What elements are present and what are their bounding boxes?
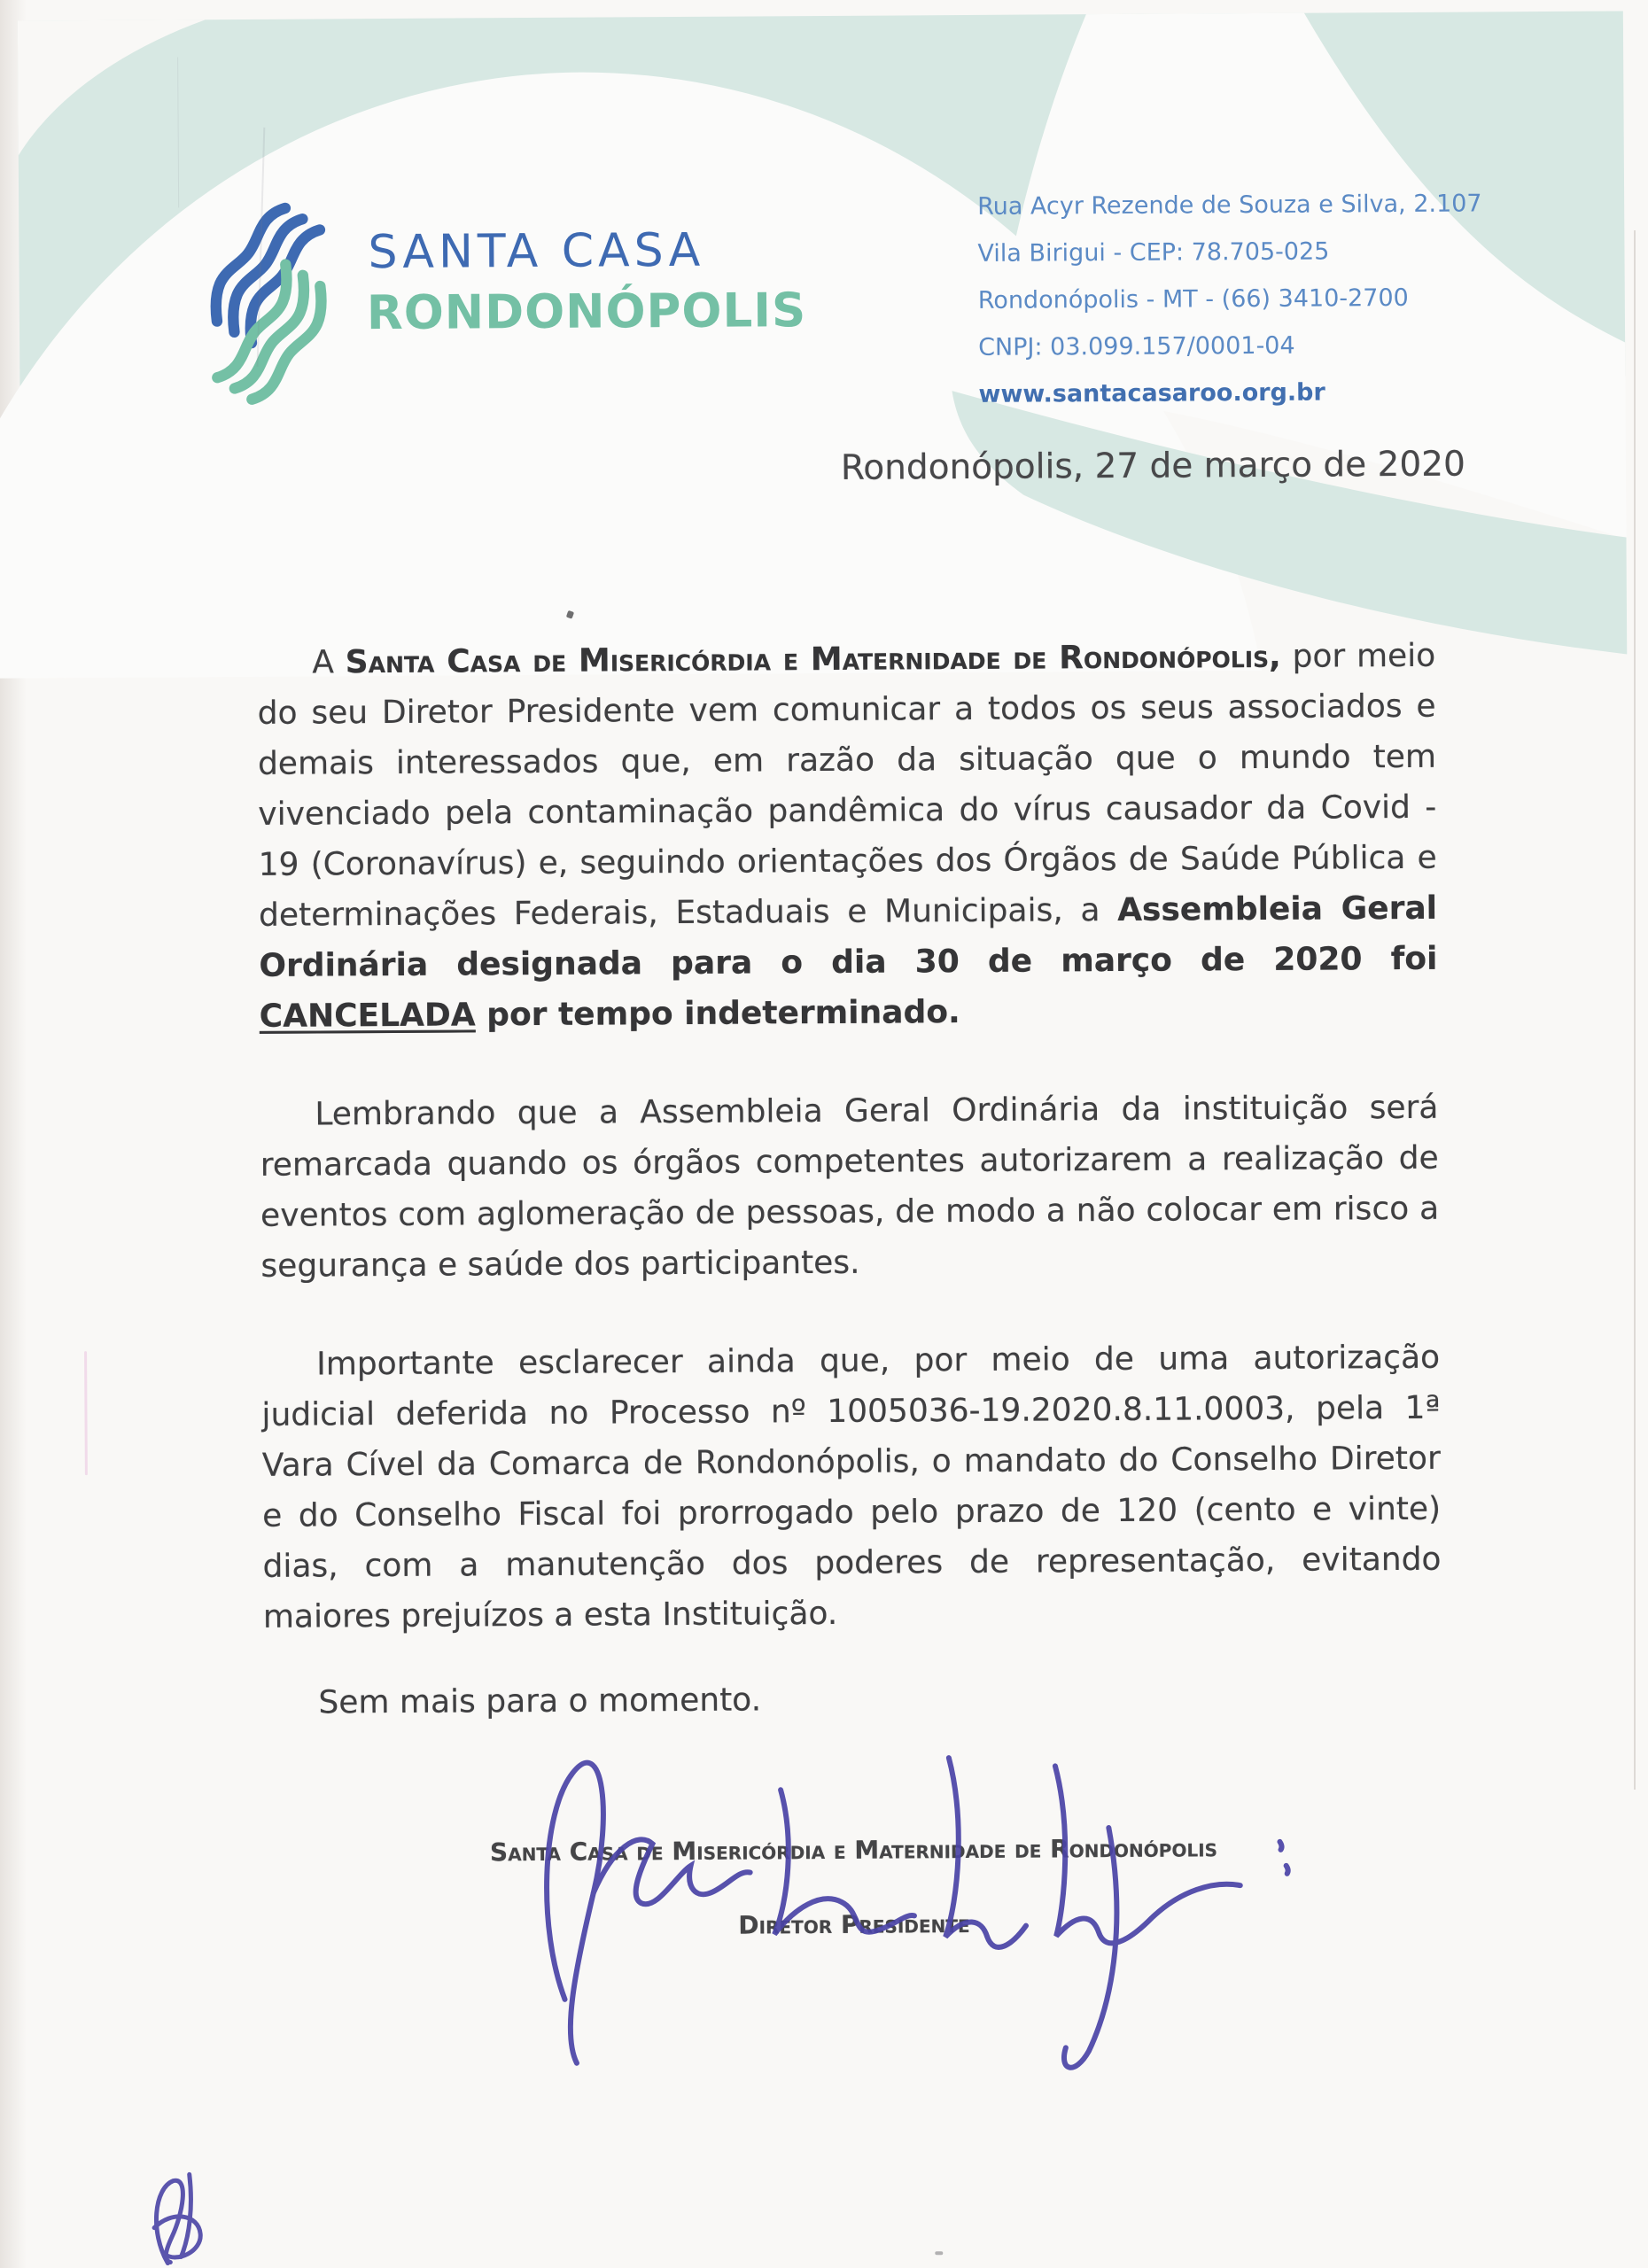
address-city-phone: Rondonópolis - MT - (66) 3410-2700: [977, 284, 1409, 315]
p1-bold-assembly: Assembleia Geral Ordinária designada para o dia 30 de março de 2020 foi: [259, 889, 1438, 984]
letter-body: [257, 631, 1442, 1728]
p1-org-name: Santa Casa de Misericórdia e Maternidade de Rondonópolis,: [345, 638, 1281, 681]
p1-intro: A: [312, 644, 346, 681]
scan-right-edge-line: [1634, 230, 1636, 1790]
address-cnpj: CNPJ: 03.099.157/0001-04: [978, 331, 1295, 361]
paragraph-cancellation: [257, 631, 1438, 1042]
logo-wordmark-line2: RONDONÓPOLIS: [366, 284, 807, 341]
scan-pink-streak: [84, 1351, 88, 1475]
address-street: Rua Acyr Rezende de Souza e Silva, 2.107: [977, 190, 1482, 221]
paragraph-judicial: Importante esclarecer ainda que, por meio de uma autorização judicial deferida no Processo nº 1005036-19.2020.8.11.0003, pela 1ª Vara Cível da Comarca de Rondonópolis, o mandato do Conselho Diretor e do Conselho Fiscal foi prorrogado pelo prazo de 120 (cento e vinte) dias, com a manutenção dos poderes de representação, evitando maiores prejuízos a esta Instituição.: [261, 1339, 1442, 1635]
signature-org-caption: Santa Casa de Misericórdia e Maternidade de Rondonópolis: [489, 1833, 1218, 1868]
p1-bold-tail: por tempo indeterminado.: [475, 994, 960, 1034]
p1-cancelada-underlined: CANCELADA: [259, 997, 476, 1035]
date-line: Rondonópolis, 27 de março de 2020: [840, 444, 1465, 488]
paragraph-reschedule: Lembrando que a Assembleia Geral Ordinária da instituição será remarcada quando os órgãos competentes autorizarem a realização de eventos com aglomeração de pessoas, de modo a não colocar em risco a segurança e saúde dos participantes.: [260, 1089, 1440, 1285]
signature-role-caption: Diretor Presidente: [738, 1909, 970, 1940]
scan-speck: [935, 2251, 943, 2255]
initials-scribble: [128, 2161, 235, 2268]
address-district: Vila Birigui - CEP: 78.705-025: [977, 237, 1330, 268]
logo-double-wave-icon: [169, 201, 358, 406]
logo-wordmark-line1: SANTA CASA: [368, 223, 705, 280]
address-block: [977, 180, 1528, 418]
p1-main-text: por meio do seu Diretor Presidente vem comunicar a todos os seus associados e demais interessados que, em razão da situação que o mundo tem vivenciado pela contaminação pandêmica do vírus causador da Covid - 19 (Coronavírus) e, seguindo orientações dos Órgãos de Saúde Pública e determinações Federais, Estaduais e Municipais, a: [257, 637, 1437, 934]
address-website: www.santacasaroo.org.br: [978, 378, 1325, 408]
signature-handwriting: [488, 1703, 1333, 2089]
closing-line: Sem mais para o momento.: [318, 1682, 762, 1721]
